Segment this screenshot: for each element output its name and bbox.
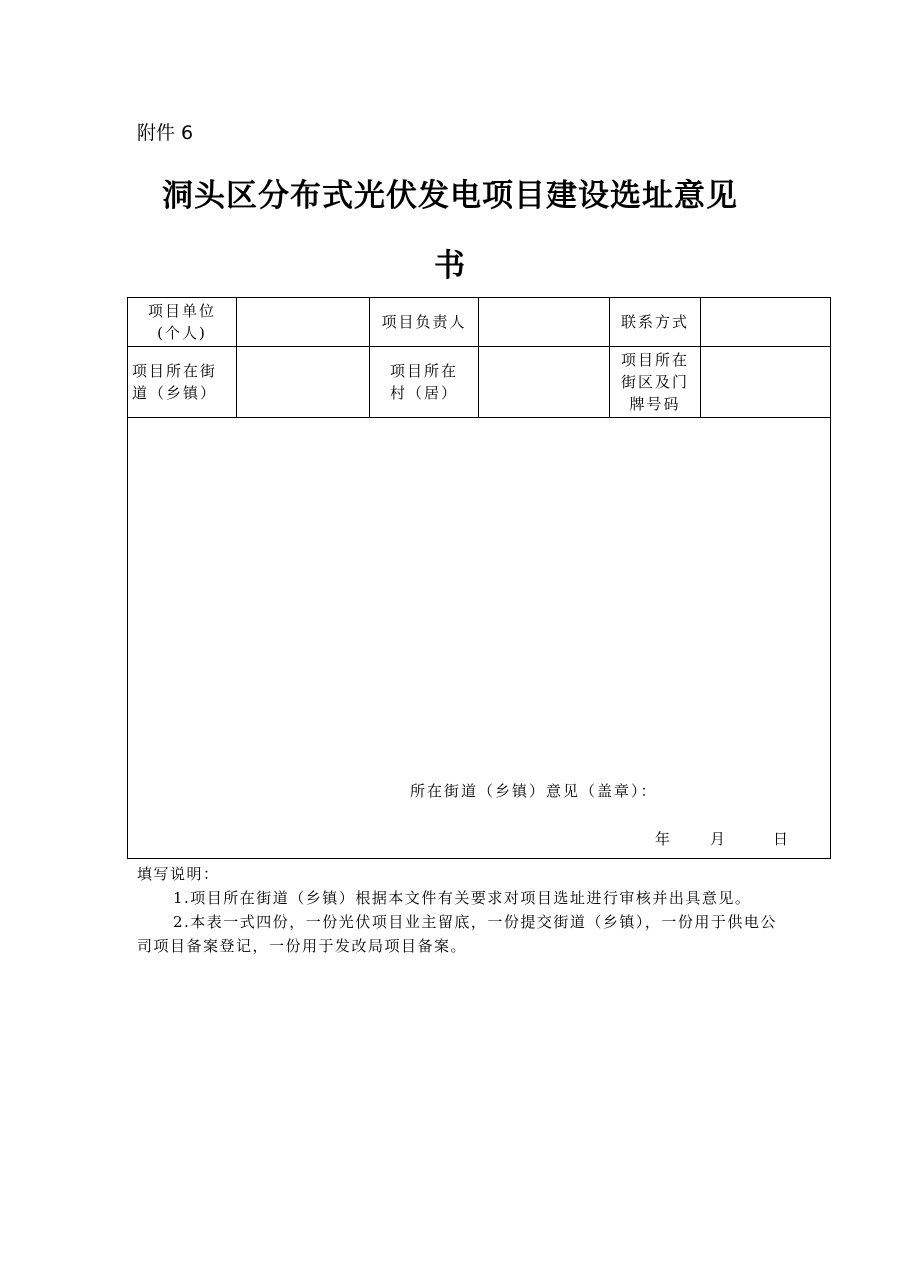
month-label: 月: [710, 830, 728, 848]
opinion-box[interactable]: [128, 418, 831, 859]
address-field[interactable]: [701, 347, 831, 418]
street-field[interactable]: [237, 347, 370, 418]
form-row-basic: [128, 298, 831, 347]
attachment-label: 附件 6: [137, 122, 194, 144]
village-label: 项目所在 村（居）: [370, 347, 479, 418]
form-row-opinion: [128, 418, 831, 859]
contact-label: 联系方式: [610, 298, 701, 347]
village-field[interactable]: [479, 347, 610, 418]
instructions-heading: 填写说明：: [137, 865, 220, 883]
site-selection-form: [127, 297, 831, 859]
form-row-location: [128, 347, 831, 418]
project-leader-label: 项目负责人: [370, 298, 479, 347]
document-title-continued: 书: [434, 248, 466, 284]
address-label: 项目所在 街区及门 牌号码: [610, 347, 701, 418]
instruction-item-1: 1.项目所在街道（乡镇）根据本文件有关要求对项目选址进行审核并出具意见。: [173, 889, 752, 907]
day-label: 日: [773, 830, 791, 848]
year-label: 年: [655, 830, 673, 848]
street-label: 项目所在街 道（乡镇）: [128, 347, 237, 418]
document-title: 洞头区分布式光伏发电项目建设选址意见: [162, 178, 738, 214]
contact-field[interactable]: [701, 298, 831, 347]
instructions: [137, 862, 787, 958]
opinion-label: 所在街道（乡镇）意见（盖章）：: [410, 782, 658, 800]
project-unit-label: 项目单位 (个人): [128, 298, 237, 347]
project-leader-field[interactable]: [479, 298, 610, 347]
project-unit-field[interactable]: [237, 298, 370, 347]
instruction-item-2: 2.本表一式四份，一份光伏项目业主留底，一份提交街道（乡镇），一份用于供电公司项目备案登记，一份用于发改局项目备案。: [137, 913, 777, 955]
